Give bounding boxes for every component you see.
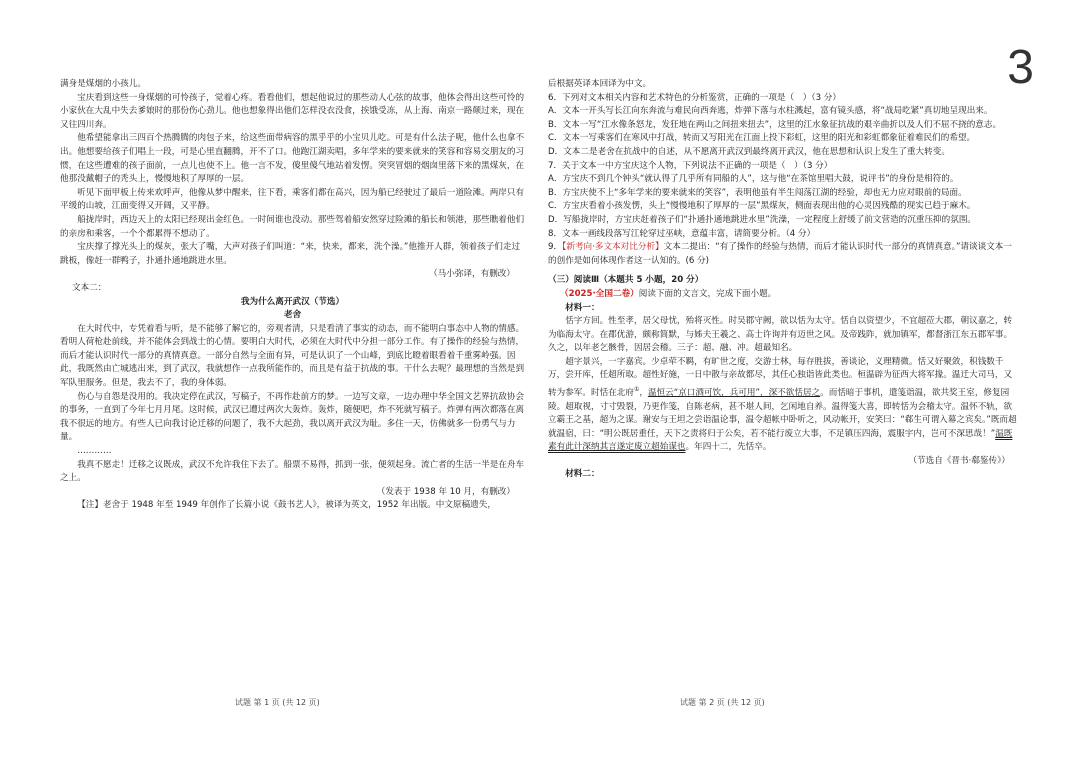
underlined-sentence: 温恒云“京口酒可饮，兵可用”，深不欲恬居之 [647,387,821,398]
intro-text: 阅读下面的文言文，完成下面小题。 [638,288,777,299]
material-two-label: 材料二： [565,469,600,480]
left-column [60,78,525,513]
question-6: 6．下列对文本相关内容和艺术特色的分析鉴赏，正确的一项是（ ）（3 分） [548,92,841,103]
footer-right: 试题 第 2 页 (共 12 页) [680,698,765,707]
text-run: 。年四十二，先恬卒。 [685,442,772,453]
option: A．方宝庆不到几个钟头“就认得了几乎所有同船的人”，这与他“在茶馆里唱大鼓，说评书”的身份是相符的。 [548,174,959,185]
paragraph: 宝庆看到这些一身煤烟的可怜孩子，觉着心疼。看看他们，想起他说过的那些动人心弦的故事，他体会得出这些可怜的小家伙在大乱中失去爹娘时的那份伤心劲儿。他也想象得出他们怎样没衣没食，挨饿受冻，从上海、南京一路颠过来，现在又往四川奔。 [60,92,525,130]
source-note: （马小弥译，有删改） [429,269,515,280]
paragraph: 伤心与自怨是没用的。我决定停在武汉，写稿子，不再作赴前方的梦。一边写文章，一边办理中华全国文艺界抗敌协会的事务，一直到了今年七月月尾。这时候，武汉已遭过两次大轰炸。轰炸，随便吧，炸不死就写稿子。炸弹有两次都落在离我不很远的地方。有些人已向我讨论迁移的问题了，我不大起劲，我以离开武汉为耻。多住一天，仿佛就多一份勇气与力量。 [60,391,525,443]
page-number: 3 [1007,41,1034,94]
option: A．文本一开头写长江向东奔流与难民向西奔逃，炸弹下落与水柱溅起，富有镜头感，将“战局吃紧”真切地呈现出来。 [548,106,993,117]
option: C．文本一写乘客们在寒风中打战，转而又写阳光在江面上投下彩虹，这里的阳光和彩虹都象征着难民们的希望。 [548,133,976,144]
option: B．方宝庆使不上“多年学来的要来就来的笑容”，表明他虽有半生闯荡江湖的经验，却也无力应对眼前的局面。 [548,187,967,198]
right-column [548,78,1020,482]
ellipsis: ………… [77,446,112,457]
source-note: （节选自《晋书·郗鉴传》） [908,455,1010,466]
option: C．方宝庆看着小孩发愣，头上“慢慢地积了厚厚的一层”黑煤灰，侧面表现出他的心灵因残酷的现实已趋于麻木。 [548,201,976,212]
text-two-label: 文本二： [72,282,107,293]
paragraph: 我真不愿走！迁移之议既成，武汉不允许我住下去了。船票不易得，抓到一张，便须起身。流亡者的生活一半是在舟车之上。 [60,459,525,484]
question-tag: 【新考向·多文本对比分析】 [562,242,664,253]
option: D．文本二是老舍在抗战中的自述，从不愿离开武汉到最终离开武汉，他在思想和认识上发生了重大转变。 [548,146,950,157]
question-number: 9． [548,242,563,253]
paragraph: 后根据英译本回译为中文。 [548,79,652,89]
exam-tag: （2025·全国二卷） [560,288,639,299]
footnote: 【注】老舍于 1948 年至 1949 年创作了长篇小说《鼓书艺人》，被译为英文，1952 年出版。中文原稿遗失， [77,500,496,511]
text-run: 。而恬暗于事机，遣笺诣温，欲共奖王室，修复园陵。超取视，寸寸毁裂，乃更作笺，自陈老病，甚不堪人间，乞闲地自养。温得笺大喜，即转恬为会稽太守。温怀不轨，欲立霸王之基，超为之谋。谢安与王坦之尝诣温论事，温令超帐中卧听之，风动帐开，安笑曰：“郗生可谓入幕之宾矣。”既而超就温宿，曰：“明公既居重任，天下之责将归于公矣，若不能行废立大事，不足镇压四海，震服宇内，岂可不深思哉！” [548,387,1017,439]
text-run: ， [639,387,648,398]
source-note: （发表于 1938 年 10 月，有删改） [376,486,515,497]
material-one-label: 材料一： [565,302,600,313]
option: B．文本一写“江水像条怒龙，发狂地在两山之间扭来扭去”，这里的江水象征抗战的艰辛曲折以及人们不屈不挠的意志。 [548,119,1002,130]
article-title: 我为什么离开武汉（节选） [240,296,345,307]
paragraph: 船拢岸时，西边天上的太阳已经现出金红色。一时间谁也没动。那些驾着船安然穿过险滩的船长和领港，那些瞧着他们的亲房和乘客，一个个都累得不想动了。 [60,214,525,239]
footer-left: 试题 第 1 页 (共 12 页) [235,698,320,707]
classical-paragraph [548,356,1020,455]
paragraph: 他希望能拿出三四百个热腾腾的肉包子来，给这些面带病容的黑乎乎的小宝贝儿吃。可是有什么法子呢，他什么也拿不出。他想要给孩子们唱上一段，可是心里直翻腾，开不了口。他跑江湖卖唱，多年学来的要来就来的笑容和容易交朋友的习惯，在这些遭难的孩子面前，一点儿也使不上。他一言不发，傻里傻气地站着发愣。突突冒烟的烟囱里落下来的黑煤灰，在他那没戴帽子的秃头上，慢慢地积了厚厚的一层。 [60,133,525,185]
paragraph: 满身是煤烟的小孩儿。 [60,79,146,89]
double-underlined-sentence: 温既素有此计深纳其言遂定废立超始谋也 [548,428,1013,453]
section-intro [548,288,1020,302]
footnote-marker: ① [633,386,640,394]
section-heading: （三）阅读Ⅲ（本题共 5 小题，20 分） [548,275,704,286]
paragraph: 宝庆撑了撑光头上的煤灰，张大了嘴，大声对孩子们叫道：“来，快来，都来，洗个澡。”他推开人群，领着孩子们走过跳板，像赶一群鸭子，扑通扑通地跳进水里。 [60,242,521,266]
article-author: 老舍 [283,310,302,321]
paragraph: 在大时代中，专凭着看与听，是不能够了解它的，旁观者清，只是看清了事实的动态，而不能明白事态中人物的情感。看明人荷枪赴前线，并不能体会到战士的心情。要明白大时代，必须在大时代中分担一部分工作。有了操作的经验与热情，而后才能认识时代一部分的真情真意。一部分自然与全面有异，可是认识了一个山峰，到底比瞪着眼看着千重雾岭强。因此，我既然由亡城逃出来，到了武汉，我就想作一点我所能作的，而且是有益于抗战的事。干什么去呢？最理想的当然是到军队里服务。但是，我去不了，我的身体弱。 [60,323,525,389]
option: D．写船拢岸时，方宝庆赶着孩子们“扑通扑通地跳进水里”洗澡，一定程度上舒缓了前文营造的沉重压抑的氛围。 [548,214,977,225]
paragraph: 听见下面甲板上传来欢呼声，他像从梦中醒来，往下看，乘客们都在高兴，因为船已经驶过了最后一道险滩。两岸只有平缓的山坡，江面变得又开阔，又平静。 [60,187,525,212]
question-text: 文本二提出：“有了操作的经验与热情，而后才能认识时代一部分的真情真意。”请谈谈文本一的创作是如何体现作者这一认知的。(6 分) [548,242,1012,266]
question-8: 8．文本一画线段落写江轮穿过巫峡，意蕴丰富，请简要分析。（4 分） [548,228,816,239]
question-9 [548,241,1020,268]
question-7: 7．关于文本一中方宝庆这个人物，下列说法不正确的一项是（ ）（3 分） [548,160,833,171]
text-run: 超字景兴，一字嘉宾。少卓荦不羁，有旷世之度，交游士林，每存胜拔，善谈论，义理精微。恬又好聚敛，积钱数千万，尝开库，任超所取。超性好施，一日中散与亲故都尽，其任心独诣皆此类也。桓温辟为征西大将军掾。温迁大司马，又转为参军。时恬在北府 [548,356,1013,398]
classical-paragraph: 恬字方回。性至孝，居父母忧，殆将灭性。时吴郡守阙，欲以恬为太守。恬自以资望少，不宜超莅大郡，朝议嘉之，转为临海太守。在郡优游，颇称简默，与姊夫王羲之、高士许询并有迈世之风。及帝践阼，就加镇军，都督浙江东五郡军事。久之，以年老乞骸骨，因居会稽。三子：超、融、冲。超最知名。 [548,316,1013,354]
